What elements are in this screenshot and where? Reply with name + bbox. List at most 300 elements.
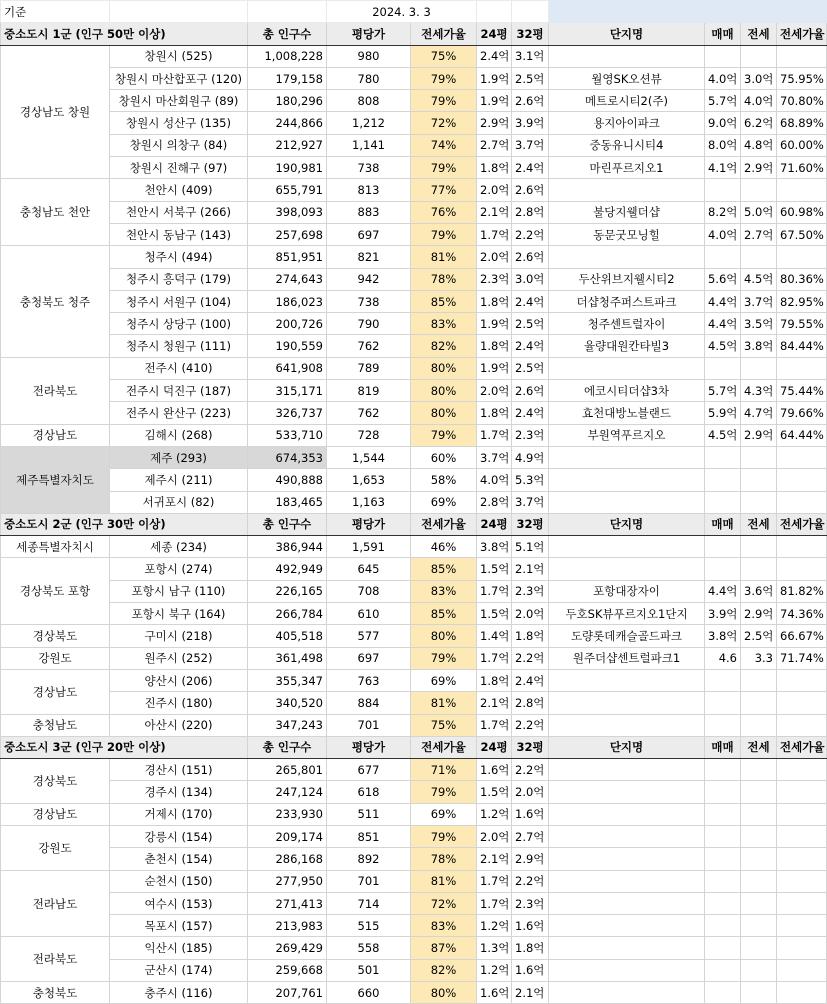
population-cell[interactable]: 266,784 (248, 603, 327, 625)
jeonse-price-cell[interactable] (741, 469, 777, 491)
city-cell[interactable]: 거제시 (170) (110, 803, 248, 825)
sale-price-cell[interactable] (705, 892, 741, 914)
header-pop[interactable]: 총 인구수 (248, 736, 327, 758)
sale-price-cell[interactable] (705, 536, 741, 558)
jeonse-ratio-cell[interactable]: 85% (411, 603, 477, 625)
city-cell[interactable]: 청주시 청원구 (111) (110, 335, 248, 357)
price-32-cell[interactable]: 2.4억 (512, 290, 549, 312)
jeonse-ratio-cell[interactable]: 79% (411, 157, 477, 179)
complex-name-cell[interactable]: 마린푸르지오1 (549, 157, 705, 179)
city-cell[interactable]: 원주시 (252) (110, 647, 248, 669)
complex-ratio-cell[interactable] (777, 669, 827, 691)
price-24-cell[interactable]: 1.8억 (477, 669, 512, 691)
population-cell[interactable]: 226,165 (248, 580, 327, 602)
sale-price-cell[interactable] (705, 669, 741, 691)
header-pop[interactable]: 총 인구수 (248, 23, 327, 45)
jeonse-ratio-cell[interactable]: 72% (411, 112, 477, 134)
price-24-cell[interactable]: 2.1억 (477, 201, 512, 223)
price-cell[interactable]: 558 (327, 937, 411, 959)
complex-name-cell[interactable]: 더샵청주퍼스트파크 (549, 290, 705, 312)
header-ratio[interactable]: 전세가율 (411, 736, 477, 758)
jeonse-price-cell[interactable] (741, 536, 777, 558)
region-cell[interactable]: 충청남도 (1, 714, 110, 736)
price-24-cell[interactable]: 1.6억 (477, 759, 512, 781)
sale-price-cell[interactable]: 3.8억 (705, 625, 741, 647)
jeonse-price-cell[interactable] (741, 246, 777, 268)
complex-ratio-cell[interactable]: 84.44% (777, 335, 827, 357)
population-cell[interactable]: 259,668 (248, 959, 327, 981)
complex-ratio-cell[interactable] (777, 357, 827, 379)
complex-name-cell[interactable] (549, 446, 705, 468)
header-jeonse[interactable]: 전세 (741, 513, 777, 535)
jeonse-ratio-cell[interactable]: 75% (411, 714, 477, 736)
population-cell[interactable]: 207,761 (248, 982, 327, 1004)
sale-price-cell[interactable] (705, 937, 741, 959)
jeonse-ratio-cell[interactable]: 78% (411, 268, 477, 290)
jeonse-ratio-cell[interactable]: 79% (411, 90, 477, 112)
region-cell[interactable]: 전라남도 (1, 870, 110, 937)
complex-name-cell[interactable]: 포항대장자이 (549, 580, 705, 602)
region-cell[interactable]: 충청북도 (1, 982, 110, 1004)
population-cell[interactable]: 1,008,228 (248, 45, 327, 67)
jeonse-ratio-cell[interactable]: 76% (411, 201, 477, 223)
city-cell[interactable]: 창원시 (525) (110, 45, 248, 67)
jeonse-price-cell[interactable]: 4.8억 (741, 134, 777, 156)
price-32-cell[interactable]: 2.5억 (512, 313, 549, 335)
sale-price-cell[interactable] (705, 959, 741, 981)
jeonse-ratio-cell[interactable]: 58% (411, 469, 477, 491)
complex-name-cell[interactable]: 두호SK뷰푸르지오1단지 (549, 603, 705, 625)
complex-ratio-cell[interactable]: 66.67% (777, 625, 827, 647)
sale-price-cell[interactable] (705, 491, 741, 513)
price-32-cell[interactable]: 3.9억 (512, 112, 549, 134)
population-cell[interactable]: 213,983 (248, 915, 327, 937)
population-cell[interactable]: 398,093 (248, 201, 327, 223)
complex-ratio-cell[interactable]: 71.60% (777, 157, 827, 179)
jeonse-price-cell[interactable]: 3.0억 (741, 67, 777, 89)
header-sale[interactable]: 매매 (705, 736, 741, 758)
header-price[interactable]: 평당가 (327, 736, 411, 758)
price-cell[interactable]: 780 (327, 67, 411, 89)
population-cell[interactable]: 405,518 (248, 625, 327, 647)
price-32-cell[interactable]: 2.4억 (512, 157, 549, 179)
city-cell[interactable]: 여수시 (153) (110, 892, 248, 914)
city-cell[interactable]: 순천시 (150) (110, 870, 248, 892)
price-32-cell[interactable]: 2.0억 (512, 603, 549, 625)
complex-name-cell[interactable] (549, 825, 705, 847)
price-cell[interactable]: 738 (327, 290, 411, 312)
price-cell[interactable]: 697 (327, 647, 411, 669)
jeonse-price-cell[interactable]: 2.9억 (741, 157, 777, 179)
sale-price-cell[interactable] (705, 781, 741, 803)
jeonse-ratio-cell[interactable]: 69% (411, 669, 477, 691)
price-cell[interactable]: 708 (327, 580, 411, 602)
complex-name-cell[interactable] (549, 469, 705, 491)
header-p24[interactable]: 24평 (477, 736, 512, 758)
price-24-cell[interactable]: 1.5억 (477, 781, 512, 803)
complex-ratio-cell[interactable]: 64.44% (777, 424, 827, 446)
price-cell[interactable]: 790 (327, 313, 411, 335)
price-24-cell[interactable]: 4.0억 (477, 469, 512, 491)
price-24-cell[interactable]: 1.2억 (477, 959, 512, 981)
complex-name-cell[interactable] (549, 848, 705, 870)
price-24-cell[interactable]: 1.7억 (477, 892, 512, 914)
complex-name-cell[interactable] (549, 669, 705, 691)
population-cell[interactable]: 247,124 (248, 781, 327, 803)
jeonse-price-cell[interactable]: 5.0억 (741, 201, 777, 223)
price-24-cell[interactable]: 1.8억 (477, 335, 512, 357)
population-cell[interactable]: 326,737 (248, 402, 327, 424)
header-price[interactable]: 평당가 (327, 513, 411, 535)
price-24-cell[interactable]: 2.0억 (477, 246, 512, 268)
price-cell[interactable]: 1,653 (327, 469, 411, 491)
price-cell[interactable]: 1,544 (327, 446, 411, 468)
complex-name-cell[interactable]: 두산위브지웰시티2 (549, 268, 705, 290)
sale-price-cell[interactable] (705, 246, 741, 268)
region-cell[interactable]: 세종특별자치시 (1, 536, 110, 558)
complex-ratio-cell[interactable]: 70.80% (777, 90, 827, 112)
price-24-cell[interactable]: 1.7억 (477, 424, 512, 446)
jeonse-price-cell[interactable]: 4.5억 (741, 268, 777, 290)
complex-name-cell[interactable]: 중동유니시티4 (549, 134, 705, 156)
city-cell[interactable]: 포항시 (274) (110, 558, 248, 580)
price-24-cell[interactable]: 1.3억 (477, 937, 512, 959)
population-cell[interactable]: 277,950 (248, 870, 327, 892)
complex-name-cell[interactable]: 도량롯데캐슬골드파크 (549, 625, 705, 647)
complex-ratio-cell[interactable] (777, 870, 827, 892)
sale-price-cell[interactable] (705, 179, 741, 201)
jeonse-price-cell[interactable]: 2.7억 (741, 223, 777, 245)
price-cell[interactable]: 813 (327, 179, 411, 201)
complex-name-cell[interactable]: 메트로시티2(주) (549, 90, 705, 112)
price-32-cell[interactable]: 2.1억 (512, 558, 549, 580)
jeonse-price-cell[interactable] (741, 959, 777, 981)
population-cell[interactable]: 233,930 (248, 803, 327, 825)
jeonse-ratio-cell[interactable]: 79% (411, 647, 477, 669)
population-cell[interactable]: 274,643 (248, 268, 327, 290)
price-24-cell[interactable]: 2.1억 (477, 848, 512, 870)
price-32-cell[interactable]: 4.9억 (512, 446, 549, 468)
price-cell[interactable]: 677 (327, 759, 411, 781)
price-32-cell[interactable]: 3.1억 (512, 45, 549, 67)
jeonse-price-cell[interactable]: 3.3 (741, 647, 777, 669)
price-cell[interactable]: 851 (327, 825, 411, 847)
price-24-cell[interactable]: 1.8억 (477, 290, 512, 312)
population-cell[interactable]: 257,698 (248, 223, 327, 245)
complex-ratio-cell[interactable] (777, 982, 827, 1004)
complex-ratio-cell[interactable] (777, 825, 827, 847)
price-32-cell[interactable]: 2.7억 (512, 825, 549, 847)
population-cell[interactable]: 269,429 (248, 937, 327, 959)
complex-name-cell[interactable] (549, 692, 705, 714)
price-32-cell[interactable]: 2.3억 (512, 424, 549, 446)
price-24-cell[interactable]: 2.4억 (477, 45, 512, 67)
population-cell[interactable]: 851,951 (248, 246, 327, 268)
population-cell[interactable]: 209,174 (248, 825, 327, 847)
jeonse-price-cell[interactable] (741, 692, 777, 714)
region-cell[interactable]: 경상북도 포항 (1, 558, 110, 625)
complex-name-cell[interactable]: 용지아이파크 (549, 112, 705, 134)
complex-ratio-cell[interactable]: 82.95% (777, 290, 827, 312)
city-cell[interactable]: 제주 (293) (110, 446, 248, 468)
price-24-cell[interactable]: 1.9억 (477, 67, 512, 89)
jeonse-ratio-cell[interactable]: 75% (411, 45, 477, 67)
complex-name-cell[interactable] (549, 491, 705, 513)
base-label-cell[interactable]: 기준 (1, 1, 110, 23)
price-32-cell[interactable]: 2.4억 (512, 335, 549, 357)
sale-price-cell[interactable]: 9.0억 (705, 112, 741, 134)
date-cell[interactable]: 2024. 3. 3 (327, 1, 477, 23)
jeonse-ratio-cell[interactable]: 79% (411, 67, 477, 89)
complex-ratio-cell[interactable] (777, 246, 827, 268)
complex-ratio-cell[interactable]: 71.74% (777, 647, 827, 669)
price-cell[interactable]: 1,163 (327, 491, 411, 513)
header-sale[interactable]: 매매 (705, 513, 741, 535)
price-cell[interactable]: 738 (327, 157, 411, 179)
price-cell[interactable]: 883 (327, 201, 411, 223)
price-24-cell[interactable]: 1.5억 (477, 558, 512, 580)
region-cell[interactable]: 경상남도 (1, 424, 110, 446)
jeonse-price-cell[interactable] (741, 357, 777, 379)
sale-price-cell[interactable] (705, 558, 741, 580)
complex-name-cell[interactable]: 청주센트럴자이 (549, 313, 705, 335)
complex-name-cell[interactable]: 동문굿모닝힐 (549, 223, 705, 245)
price-32-cell[interactable]: 2.2억 (512, 223, 549, 245)
complex-name-cell[interactable] (549, 558, 705, 580)
complex-name-cell[interactable]: 에코시티더샵3차 (549, 380, 705, 402)
price-32-cell[interactable]: 5.1억 (512, 536, 549, 558)
complex-ratio-cell[interactable] (777, 937, 827, 959)
header-ratio[interactable]: 전세가율 (411, 23, 477, 45)
city-cell[interactable]: 김해시 (268) (110, 424, 248, 446)
city-cell[interactable]: 창원시 마산회원구 (89) (110, 90, 248, 112)
price-cell[interactable]: 701 (327, 870, 411, 892)
price-cell[interactable]: 762 (327, 402, 411, 424)
sale-price-cell[interactable]: 4.6 (705, 647, 741, 669)
complex-ratio-cell[interactable] (777, 714, 827, 736)
complex-ratio-cell[interactable] (777, 446, 827, 468)
complex-name-cell[interactable] (549, 179, 705, 201)
city-cell[interactable]: 군산시 (174) (110, 959, 248, 981)
price-24-cell[interactable]: 2.9억 (477, 112, 512, 134)
city-cell[interactable]: 청주시 흥덕구 (179) (110, 268, 248, 290)
price-32-cell[interactable]: 1.6억 (512, 803, 549, 825)
price-cell[interactable]: 577 (327, 625, 411, 647)
price-32-cell[interactable]: 2.2억 (512, 870, 549, 892)
header-ratio[interactable]: 전세가율 (411, 513, 477, 535)
population-cell[interactable]: 212,927 (248, 134, 327, 156)
price-24-cell[interactable]: 2.1억 (477, 692, 512, 714)
header-jeonse[interactable]: 전세 (741, 736, 777, 758)
header-p32[interactable]: 32평 (512, 513, 549, 535)
price-24-cell[interactable]: 1.2억 (477, 915, 512, 937)
complex-ratio-cell[interactable] (777, 491, 827, 513)
region-cell[interactable]: 충청남도 천안 (1, 179, 110, 246)
price-32-cell[interactable]: 2.8억 (512, 692, 549, 714)
population-cell[interactable]: 265,801 (248, 759, 327, 781)
sale-price-cell[interactable] (705, 446, 741, 468)
sale-price-cell[interactable]: 5.7억 (705, 380, 741, 402)
complex-ratio-cell[interactable] (777, 179, 827, 201)
city-cell[interactable]: 서귀포시 (82) (110, 491, 248, 513)
jeonse-ratio-cell[interactable]: 80% (411, 402, 477, 424)
population-cell[interactable]: 355,347 (248, 669, 327, 691)
population-cell[interactable]: 674,353 (248, 446, 327, 468)
jeonse-ratio-cell[interactable]: 82% (411, 335, 477, 357)
price-32-cell[interactable]: 3.7억 (512, 491, 549, 513)
city-cell[interactable]: 포항시 북구 (164) (110, 603, 248, 625)
sale-price-cell[interactable]: 5.7억 (705, 90, 741, 112)
population-cell[interactable]: 533,710 (248, 424, 327, 446)
jeonse-price-cell[interactable] (741, 781, 777, 803)
jeonse-ratio-cell[interactable]: 85% (411, 290, 477, 312)
region-cell[interactable]: 경상남도 창원 (1, 45, 110, 179)
jeonse-price-cell[interactable]: 4.7억 (741, 402, 777, 424)
jeonse-price-cell[interactable] (741, 937, 777, 959)
price-cell[interactable]: 819 (327, 380, 411, 402)
price-cell[interactable]: 884 (327, 692, 411, 714)
sale-price-cell[interactable]: 4.0억 (705, 223, 741, 245)
price-24-cell[interactable]: 1.8억 (477, 157, 512, 179)
sale-price-cell[interactable]: 4.4억 (705, 290, 741, 312)
price-cell[interactable]: 515 (327, 915, 411, 937)
price-32-cell[interactable]: 1.6억 (512, 915, 549, 937)
jeonse-price-cell[interactable]: 3.7억 (741, 290, 777, 312)
region-cell[interactable]: 충청북도 청주 (1, 246, 110, 357)
sale-price-cell[interactable] (705, 45, 741, 67)
jeonse-price-cell[interactable] (741, 892, 777, 914)
city-cell[interactable]: 목포시 (157) (110, 915, 248, 937)
sale-price-cell[interactable] (705, 982, 741, 1004)
price-24-cell[interactable]: 1.7억 (477, 870, 512, 892)
jeonse-price-cell[interactable] (741, 803, 777, 825)
complex-name-cell[interactable] (549, 45, 705, 67)
price-cell[interactable]: 660 (327, 982, 411, 1004)
price-24-cell[interactable]: 2.8억 (477, 491, 512, 513)
city-cell[interactable]: 천안시 서북구 (266) (110, 201, 248, 223)
city-cell[interactable]: 아산시 (220) (110, 714, 248, 736)
jeonse-price-cell[interactable] (741, 759, 777, 781)
price-32-cell[interactable]: 1.8억 (512, 625, 549, 647)
jeonse-ratio-cell[interactable]: 80% (411, 625, 477, 647)
jeonse-price-cell[interactable]: 2.9억 (741, 424, 777, 446)
jeonse-price-cell[interactable]: 4.0억 (741, 90, 777, 112)
complex-name-cell[interactable] (549, 982, 705, 1004)
complex-ratio-cell[interactable]: 79.55% (777, 313, 827, 335)
jeonse-ratio-cell[interactable]: 46% (411, 536, 477, 558)
complex-name-cell[interactable] (549, 759, 705, 781)
complex-ratio-cell[interactable]: 67.50% (777, 223, 827, 245)
sale-price-cell[interactable]: 4.0억 (705, 67, 741, 89)
price-24-cell[interactable]: 2.0억 (477, 380, 512, 402)
complex-name-cell[interactable] (549, 536, 705, 558)
price-cell[interactable]: 762 (327, 335, 411, 357)
price-cell[interactable]: 645 (327, 558, 411, 580)
price-24-cell[interactable]: 1.4억 (477, 625, 512, 647)
price-24-cell[interactable]: 1.9억 (477, 90, 512, 112)
jeonse-price-cell[interactable] (741, 669, 777, 691)
complex-ratio-cell[interactable] (777, 959, 827, 981)
population-cell[interactable]: 200,726 (248, 313, 327, 335)
city-cell[interactable]: 경산시 (151) (110, 759, 248, 781)
city-cell[interactable]: 전주시 덕진구 (187) (110, 380, 248, 402)
price-cell[interactable]: 697 (327, 223, 411, 245)
header-sale[interactable]: 매매 (705, 23, 741, 45)
jeonse-price-cell[interactable]: 3.5억 (741, 313, 777, 335)
complex-name-cell[interactable] (549, 246, 705, 268)
sale-price-cell[interactable]: 5.9억 (705, 402, 741, 424)
price-32-cell[interactable]: 2.6억 (512, 246, 549, 268)
city-cell[interactable]: 제주시 (211) (110, 469, 248, 491)
city-cell[interactable]: 청주시 서원구 (104) (110, 290, 248, 312)
complex-name-cell[interactable]: 부원역푸르지오 (549, 424, 705, 446)
population-cell[interactable]: 179,158 (248, 67, 327, 89)
population-cell[interactable]: 180,296 (248, 90, 327, 112)
jeonse-price-cell[interactable] (741, 848, 777, 870)
price-cell[interactable]: 501 (327, 959, 411, 981)
complex-ratio-cell[interactable] (777, 558, 827, 580)
population-cell[interactable]: 271,413 (248, 892, 327, 914)
header-cratio[interactable]: 전세가율 (777, 23, 827, 45)
city-cell[interactable]: 경주시 (134) (110, 781, 248, 803)
price-cell[interactable]: 1,591 (327, 536, 411, 558)
section-title[interactable]: 중소도시 2군 (인구 30만 이상) (1, 513, 248, 535)
sale-price-cell[interactable] (705, 915, 741, 937)
price-24-cell[interactable]: 1.7억 (477, 714, 512, 736)
population-cell[interactable]: 655,791 (248, 179, 327, 201)
complex-name-cell[interactable]: 효천대방노블랜드 (549, 402, 705, 424)
population-cell[interactable]: 190,981 (248, 157, 327, 179)
city-cell[interactable]: 포항시 남구 (110) (110, 580, 248, 602)
complex-name-cell[interactable]: 월영SK오션뷰 (549, 67, 705, 89)
complex-name-cell[interactable] (549, 870, 705, 892)
complex-ratio-cell[interactable]: 80.36% (777, 268, 827, 290)
region-cell[interactable]: 강원도 (1, 647, 110, 669)
city-cell[interactable]: 전주시 완산구 (223) (110, 402, 248, 424)
jeonse-price-cell[interactable] (741, 915, 777, 937)
complex-ratio-cell[interactable]: 74.36% (777, 603, 827, 625)
city-cell[interactable]: 청주시 상당구 (100) (110, 313, 248, 335)
jeonse-ratio-cell[interactable]: 83% (411, 580, 477, 602)
header-p32[interactable]: 32평 (512, 736, 549, 758)
complex-name-cell[interactable] (549, 781, 705, 803)
region-cell[interactable]: 전라북도 (1, 357, 110, 424)
complex-ratio-cell[interactable] (777, 469, 827, 491)
population-cell[interactable]: 492,949 (248, 558, 327, 580)
header-p24[interactable]: 24평 (477, 513, 512, 535)
sale-price-cell[interactable]: 8.2억 (705, 201, 741, 223)
population-cell[interactable]: 386,944 (248, 536, 327, 558)
complex-ratio-cell[interactable]: 81.82% (777, 580, 827, 602)
city-cell[interactable]: 양산시 (206) (110, 669, 248, 691)
region-cell[interactable]: 제주특별자치도 (1, 446, 110, 513)
complex-name-cell[interactable] (549, 714, 705, 736)
price-32-cell[interactable]: 1.6억 (512, 959, 549, 981)
header-cratio[interactable]: 전세가율 (777, 736, 827, 758)
price-cell[interactable]: 1,212 (327, 112, 411, 134)
price-32-cell[interactable]: 3.7억 (512, 134, 549, 156)
complex-name-cell[interactable] (549, 357, 705, 379)
city-cell[interactable]: 창원시 진해구 (97) (110, 157, 248, 179)
jeonse-price-cell[interactable] (741, 982, 777, 1004)
region-cell[interactable]: 경상북도 (1, 625, 110, 647)
price-24-cell[interactable]: 1.6억 (477, 982, 512, 1004)
price-24-cell[interactable]: 2.0억 (477, 825, 512, 847)
population-cell[interactable]: 340,520 (248, 692, 327, 714)
jeonse-ratio-cell[interactable]: 79% (411, 424, 477, 446)
jeonse-ratio-cell[interactable]: 81% (411, 692, 477, 714)
price-32-cell[interactable]: 2.8억 (512, 201, 549, 223)
